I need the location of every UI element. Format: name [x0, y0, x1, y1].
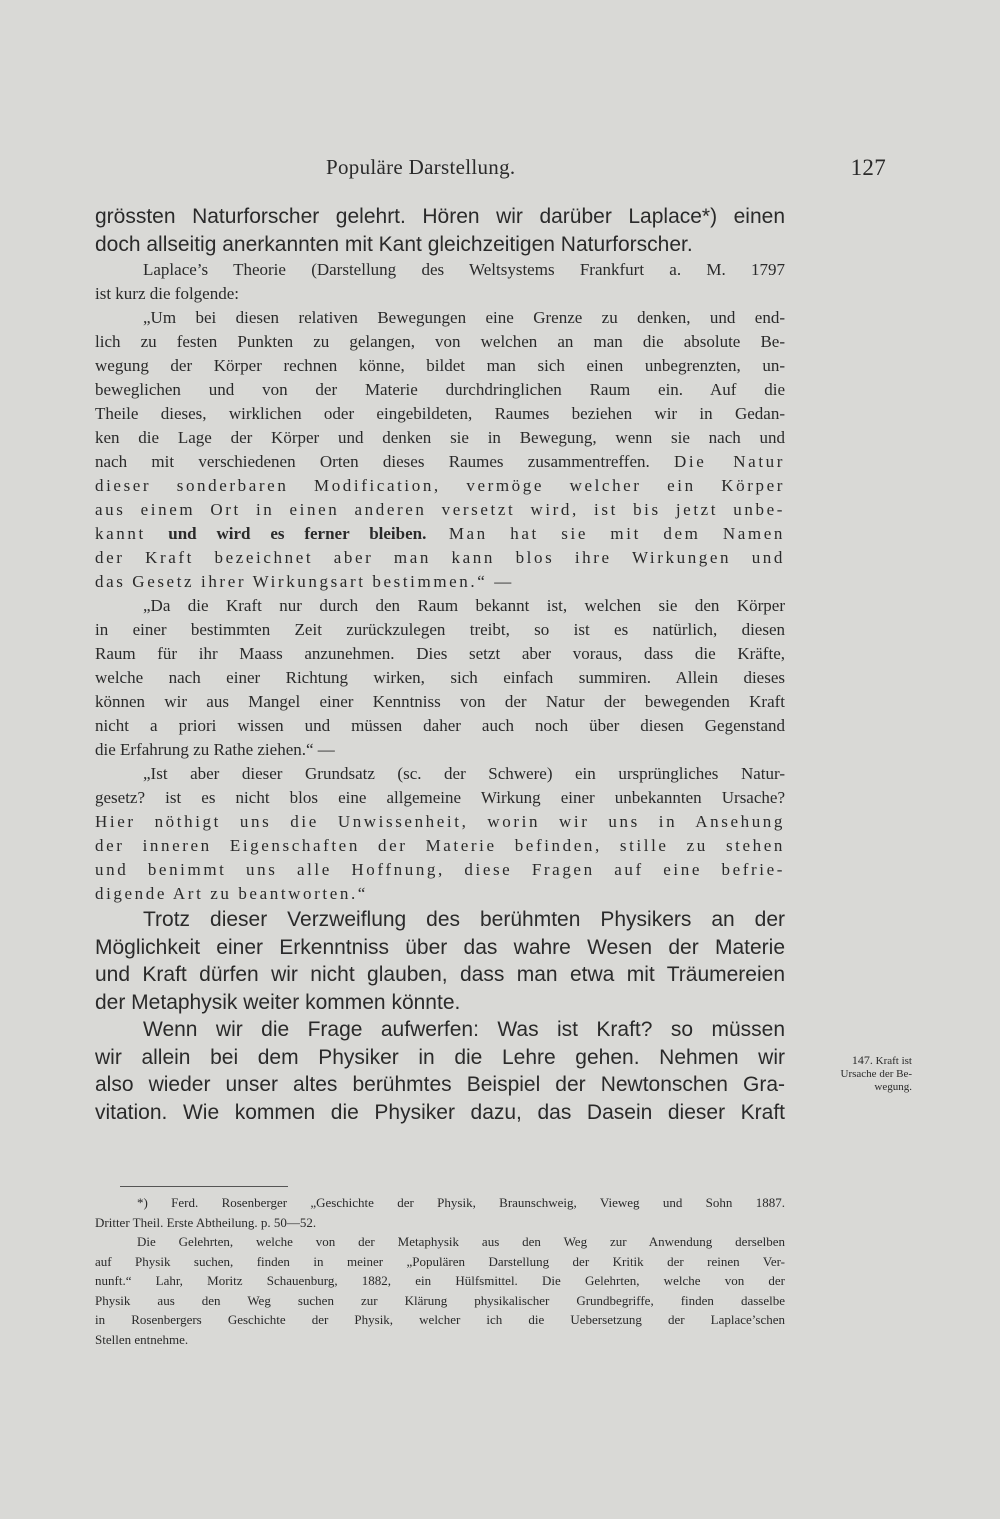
text-line: in einer bestimmten Zeit zurückzulegen treibt, so ist es natürlich, diesen [95, 620, 785, 639]
text-line: der Metaphysik weiter kommen könnte. [95, 990, 461, 1014]
footnote-line: Physik aus den Weg suchen zur Klärung physikalischer Grundbegriffe, finden dasselbe [95, 1292, 785, 1308]
text-line: wegung der Körper rechnen könne, bildet man sich einen unbegrenzten, un- [95, 356, 785, 375]
spaced-emphasis: kannt [95, 524, 169, 543]
spaced-emphasis: Man hat sie mit dem Namen [426, 524, 785, 543]
text-line: das Gesetz ihrer Wirkungsart bestimmen.“ — [95, 572, 514, 591]
text-line: beweglichen und von der Materie durchdringlichen Raum ein. Auf die [95, 380, 785, 399]
footnote-line: Stellen entnehme. [95, 1331, 189, 1347]
text-line: Raum für ihr Maass anzunehmen. Dies setzt aber voraus, dass die Kräfte, [95, 644, 785, 663]
text-line: Laplace’s Theorie (Darstellung des Weltsystems Frankfurt a. M. 1797 [143, 260, 785, 279]
paragraph-intro [95, 203, 785, 258]
text-line: „Um bei diesen relativen Bewegungen eine Grenze zu denken, und end- [143, 308, 785, 327]
footnote-line: *) Ferd. Rosenberger „Geschichte der Physik, Braunschweig, Vieweg und Sohn 1887. [137, 1195, 785, 1210]
footnote-rule [120, 1186, 288, 1187]
text-line [95, 522, 785, 546]
quote-block-3 [95, 762, 785, 906]
margin-note-line [782, 1054, 912, 1068]
paragraph-despair [95, 906, 785, 1016]
paragraph-laplace-theory [95, 258, 785, 306]
body-text [95, 203, 785, 1126]
text-line: Trotz dieser Verzweiflung des berühmten Physikers an der [143, 908, 785, 931]
margin-note-text: Kraft ist [875, 1055, 912, 1067]
text-line: digende Art zu beantworten.“ [95, 884, 368, 903]
paragraph-what-is-force [95, 1016, 785, 1126]
text-line: wir allein bei dem Physiker in die Lehre gehen. Nehmen wir [95, 1045, 785, 1069]
text-line: „Ist aber dieser Grundsatz (sc. der Schwere) ein ursprüngliches Natur- [143, 764, 785, 783]
text-line: lich zu festen Punkten zu gelangen, von welchen an man die absolute Be- [95, 332, 785, 351]
text-line: vitation. Wie kommen die Physiker dazu, das Dasein dieser Kraft [95, 1100, 785, 1124]
footnote-line: in Rosenbergers Geschichte der Physik, welcher ich die Uebersetzung der Laplace’schen [95, 1312, 785, 1327]
text-line: und benimmt uns alle Hoffnung, diese Fragen auf eine befrie- [95, 860, 785, 879]
text-line: gesetz? ist es nicht blos eine allgemeine Wirkung einer unbekannten Ursache? [95, 788, 785, 807]
text-line: nicht a priori wissen und müssen daher auch noch über diesen Gegenstand [95, 716, 785, 735]
spaced-emphasis: Die Natur [674, 452, 785, 471]
text-line: ist kurz die folgende: [95, 284, 239, 303]
text-line: aus einem Ort in einen anderen versetzt wird, ist bis jetzt unbe- [95, 500, 785, 519]
text-line: welche nach einer Richtung wirken, sich einfach summiren. Allein dieses [95, 668, 785, 687]
footnote-line: nunft.“ Lahr, Moritz Schauenburg, 1882, ein Hülfsmittel. Die Gelehrten, welche von der [95, 1273, 785, 1288]
text-line: der inneren Eigenschaften der Materie befinden, stille zu stehen [95, 836, 785, 855]
text-run: nach mit verschiedenen Orten dieses Raumes zusammentreffen. [95, 452, 675, 471]
text-line: Möglichkeit einer Erkenntniss über das wahre Wesen der Materie [95, 935, 785, 959]
text-line: ken die Lage der Körper und denken sie in Bewegung, wenn sie nach und [95, 428, 785, 447]
margin-note-line: wegung. [874, 1081, 912, 1093]
text-line: Theile dieses, wirklichen oder eingebildeten, Raumes beziehen wir in Gedan- [95, 404, 785, 423]
text-line: doch allseitig anerkannten mit Kant gleichzeitigen Naturforscher. [95, 232, 693, 256]
margin-note-number: 147. [851, 1053, 873, 1067]
text-line: Wenn wir die Frage aufwerfen: Was ist Kraft? so müssen [143, 1018, 785, 1041]
running-head [96, 155, 886, 185]
running-title: Populäre Darstellung. [326, 155, 516, 179]
bold-emphasis: und wird es ferner bleiben. [168, 524, 427, 543]
footnotes [95, 1193, 785, 1349]
footnote-line: Dritter Theil. Erste Abtheilung. p. 50—52. [95, 1214, 317, 1230]
text-line: können wir aus Mangel einer Kenntniss von der Natur der bewegenden Kraft [95, 692, 785, 711]
text-line: dieser sonderbaren Modification, vermöge welcher ein Körper [95, 476, 785, 495]
margin-note-line: Ursache der Be- [840, 1068, 912, 1080]
margin-note [782, 1054, 912, 1094]
page-number: 127 [850, 155, 886, 180]
text-line: grössten Naturforscher gelehrt. Hören wir darüber Laplace*) einen [95, 205, 785, 228]
text-line: Hier nöthigt uns die Unwissenheit, worin wir uns in Ansehung [95, 812, 785, 831]
text-line: der Kraft bezeichnet aber man kann blos ihre Wirkungen und [95, 548, 785, 567]
text-line [95, 450, 785, 474]
footnote-2 [95, 1232, 785, 1349]
text-line: und Kraft dürfen wir nicht glauben, dass man etwa mit Träumereien [95, 963, 785, 986]
text-line: also wieder unser altes berühmtes Beispiel der Newtonschen Gra- [95, 1073, 785, 1096]
footnote-line: auf Physik suchen, finden in meiner „Populären Darstellung der Kritik der reinen Ver- [95, 1253, 785, 1269]
footnote-1 [95, 1193, 785, 1232]
footnote-line: Die Gelehrten, welche von der Metaphysik aus den Weg zur Anwendung derselben [137, 1234, 785, 1249]
text-line: die Erfahrung zu Rathe ziehen.“ — [95, 740, 335, 759]
quote-block-2 [95, 594, 785, 762]
text-line: „Da die Kraft nur durch den Raum bekannt ist, welchen sie den Körper [143, 596, 785, 615]
quote-block-1 [95, 306, 785, 594]
